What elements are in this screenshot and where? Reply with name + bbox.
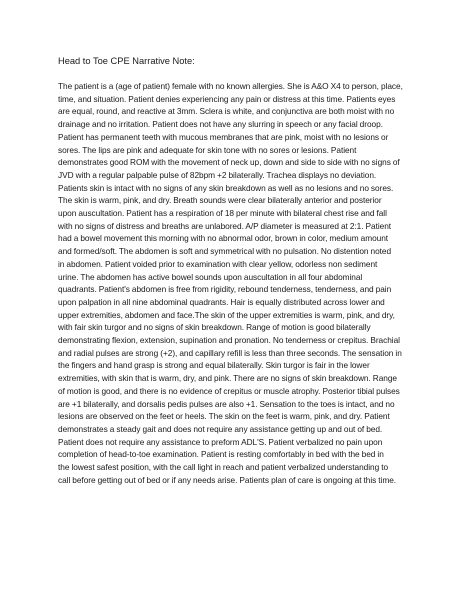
paragraph-line: with fair skin turgor and no signs of skin breakdown. Range of motion is good bilaterally — [58, 322, 371, 333]
paragraph-line: of motion is good, and there is no evidence of crepitus or muscle atrophy. Posterior tibial pulses — [58, 385, 400, 396]
paragraph-line: lesions are observed on the feet or heels. The skin on the feet is warm, pink, and dry. Patient — [58, 411, 390, 422]
narrative-paragraph — [58, 80, 420, 487]
paragraph-line: Patient does not require any assistance to preform ADL'S. Patient verbalized no pain upon — [58, 436, 383, 447]
paragraph-line: with no signs of distress and breaths are unlabored. A/P diameter is measured at 2:1. Patient — [58, 220, 392, 231]
paragraph-line: sores. The lips are pink and adequate for skin tone with no sores or lesions. Patient — [58, 144, 357, 155]
paragraph-line: call before getting out of bed or if any needs arise. Patients plan of care is ongoing at this time. — [58, 474, 397, 485]
paragraph-line: upon palpation in all nine abdominal quadrants. Hair is equally distributed across lower and — [58, 296, 385, 307]
paragraph-line: The skin is warm, pink, and dry. Breath sounds were clear bilaterally anterior and posterior — [58, 195, 382, 206]
paragraph-line: demonstrates good ROM with the movement of neck up, down and side to side with no signs of — [58, 157, 400, 168]
paragraph-line: JVD with a regular palpable pulse of 82bpm +2 bilaterally. Trachea displays no deviation. — [58, 169, 377, 180]
paragraph-line: demonstrating flexion, extension, supination and pronation. No tenderness or crepitus. Brachial — [58, 335, 400, 346]
paragraph-line: extremities, with skin that is warm, dry, and pink. There are no signs of skin breakdown. Range — [58, 373, 397, 384]
paragraph-line: completion of head-to-toe examination. Patient is resting comfortably in bed with the bed in — [58, 449, 384, 460]
paragraph-line: and radial pulses are strong (+2), and capillary refill is less than three seconds. The sensation in — [58, 347, 402, 358]
paragraph-line: upper extremities, abdomen and face.The skin of the upper extremities is warm, pink, and dry, — [58, 309, 395, 320]
paragraph-line: The patient is a (age of patient) female with no known allergies. She is A&O X4 to person, place, — [58, 81, 403, 91]
paragraph-line: the fingers and hand grasp is strong and equal bilaterally. Skin turgor is fair in the lower — [58, 360, 370, 371]
paragraph-line: time, and situation. Patient denies experiencing any pain or distress at this time. Patients eyes — [58, 93, 396, 104]
paragraph-line: Patient has permanent teeth with mucous membranes that are pink, moist with no lesions or — [58, 131, 389, 142]
paragraph-line: in abdomen. Patient voided prior to examination with clear yellow, odorless non sediment — [58, 258, 378, 269]
paragraph-line: the lowest safest position, with the call light in reach and patient verbalized understanding to — [58, 462, 389, 473]
paragraph-line: upon auscultation. Patient has a respiration of 18 per minute with bilateral chest rise and fall — [58, 208, 387, 219]
paragraph-line: drainage and no irritation. Patient does not have any slurring in speech or any facial droop. — [58, 119, 383, 130]
paragraph-line: urine. The abdomen has active bowel sounds upon auscultation in all four abdominal — [58, 271, 363, 282]
paragraph-line: quadrants. Patient's abdomen is free from rigidity, rebound tenderness, tenderness, and pain — [58, 284, 392, 295]
document-title: Head to Toe CPE Narrative Note: — [58, 56, 195, 66]
paragraph-line: are equal, round, and reactive at 3mm. Sclera is white, and conjunctiva are both moist with no — [58, 106, 395, 117]
paragraph-line: had a bowel movement this morning with no abnormal odor, brown in color, medium amount — [58, 233, 389, 244]
paragraph-line: and formed/soft. The abdomen is soft and symmetrical with no pulsation. No distention noted — [58, 246, 392, 257]
paragraph-line: Patients skin is intact with no signs of any skin breakdown as well as no lesions and no sores. — [58, 182, 394, 193]
paragraph-line: demonstrates a steady gait and does not require any assistance getting up and out of bed. — [58, 423, 383, 434]
paragraph-line: are +1 bilaterally, and dorsalis pedis pulses are also +1. Sensation to the toes is intact, and no — [58, 398, 395, 409]
